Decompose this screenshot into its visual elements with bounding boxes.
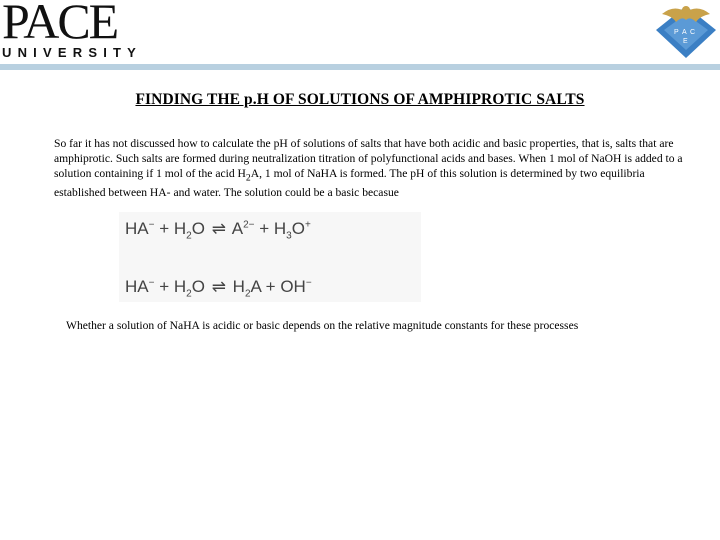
eq1-hydronium-charge: + — [304, 219, 311, 231]
seal-letter-e: E — [683, 38, 688, 45]
eq1-ha: HA — [125, 219, 149, 238]
header-divider-bar — [0, 64, 720, 70]
eq1-water-sub: 2 — [186, 230, 192, 242]
eq2-ha: HA — [125, 277, 149, 296]
eq1-plus: + — [159, 219, 170, 238]
equilibrium-arrow-icon: ⇌ — [211, 219, 226, 238]
university-logo-subtext: UNIVERSITY — [2, 45, 143, 60]
page-title: FINDING THE p.H OF SOLUTIONS OF AMPHIPROTIC SALTS — [135, 91, 585, 108]
eq1-hydronium-sub: 3 — [286, 230, 292, 242]
eq1-water-h: H — [173, 219, 187, 238]
eq1-hydronium-h: H — [273, 219, 287, 238]
eq1-a: A — [231, 219, 244, 238]
seal-letter-p: P — [674, 29, 679, 36]
eq2-water-h: H — [173, 277, 187, 296]
seal-letter-c: C — [690, 29, 696, 36]
eq1-water-o: O — [191, 219, 205, 238]
paragraph-subscript: 2 — [245, 172, 251, 184]
eq2-ha-charge: − — [148, 277, 155, 289]
eq2-plus-2: + — [265, 277, 276, 296]
eq2-h2a-a: A — [250, 277, 261, 296]
eq2-water-sub: 2 — [186, 288, 192, 300]
eq2-hydroxide: OH — [280, 277, 306, 296]
eq1-ha-charge: − — [148, 219, 155, 231]
eq1-hydronium-o: O — [291, 219, 305, 238]
equilibrium-arrow-icon: ⇌ — [211, 277, 226, 296]
body-paragraph — [54, 136, 684, 200]
paragraph-text-part2: A, 1 mol of NaHA is formed. The pH of this solution is determined by two equilibria established between HA- and water. The solution could be a basic becasue — [54, 167, 645, 200]
paragraph-text-part1: So far it has not discussed how to calculate the pH of solutions of salts that have both acidic and basic properties, that is, salts that are amphiprotic. Such salts are formed during neutralization titration of polyfunctional acids and bases. When 1 mol of NaOH is added to a solution containing if 1 mol of the acid H — [54, 137, 683, 180]
equation-base-hydrolysis — [125, 277, 312, 299]
header — [0, 0, 720, 66]
eq2-h2a-h: H — [232, 277, 245, 296]
pace-logo-wordmark[interactable]: PACE — [2, 0, 118, 49]
eq2-plus: + — [159, 277, 170, 296]
eq1-a-charge: 2− — [243, 219, 255, 231]
equations-image — [119, 212, 421, 302]
closing-note: Whether a solution of NaHA is acidic or basic depends on the relative magnitude constants for these processes — [66, 319, 579, 332]
eq2-h2a-sub: 2 — [244, 288, 251, 300]
pace-seal-icon — [652, 0, 720, 62]
seal-letter-a: A — [682, 29, 687, 36]
equation-acid-dissociation — [125, 219, 311, 241]
eq1-plus-2: + — [259, 219, 270, 238]
eq2-water-o: O — [191, 277, 205, 296]
eq2-hydroxide-charge: − — [305, 277, 312, 289]
